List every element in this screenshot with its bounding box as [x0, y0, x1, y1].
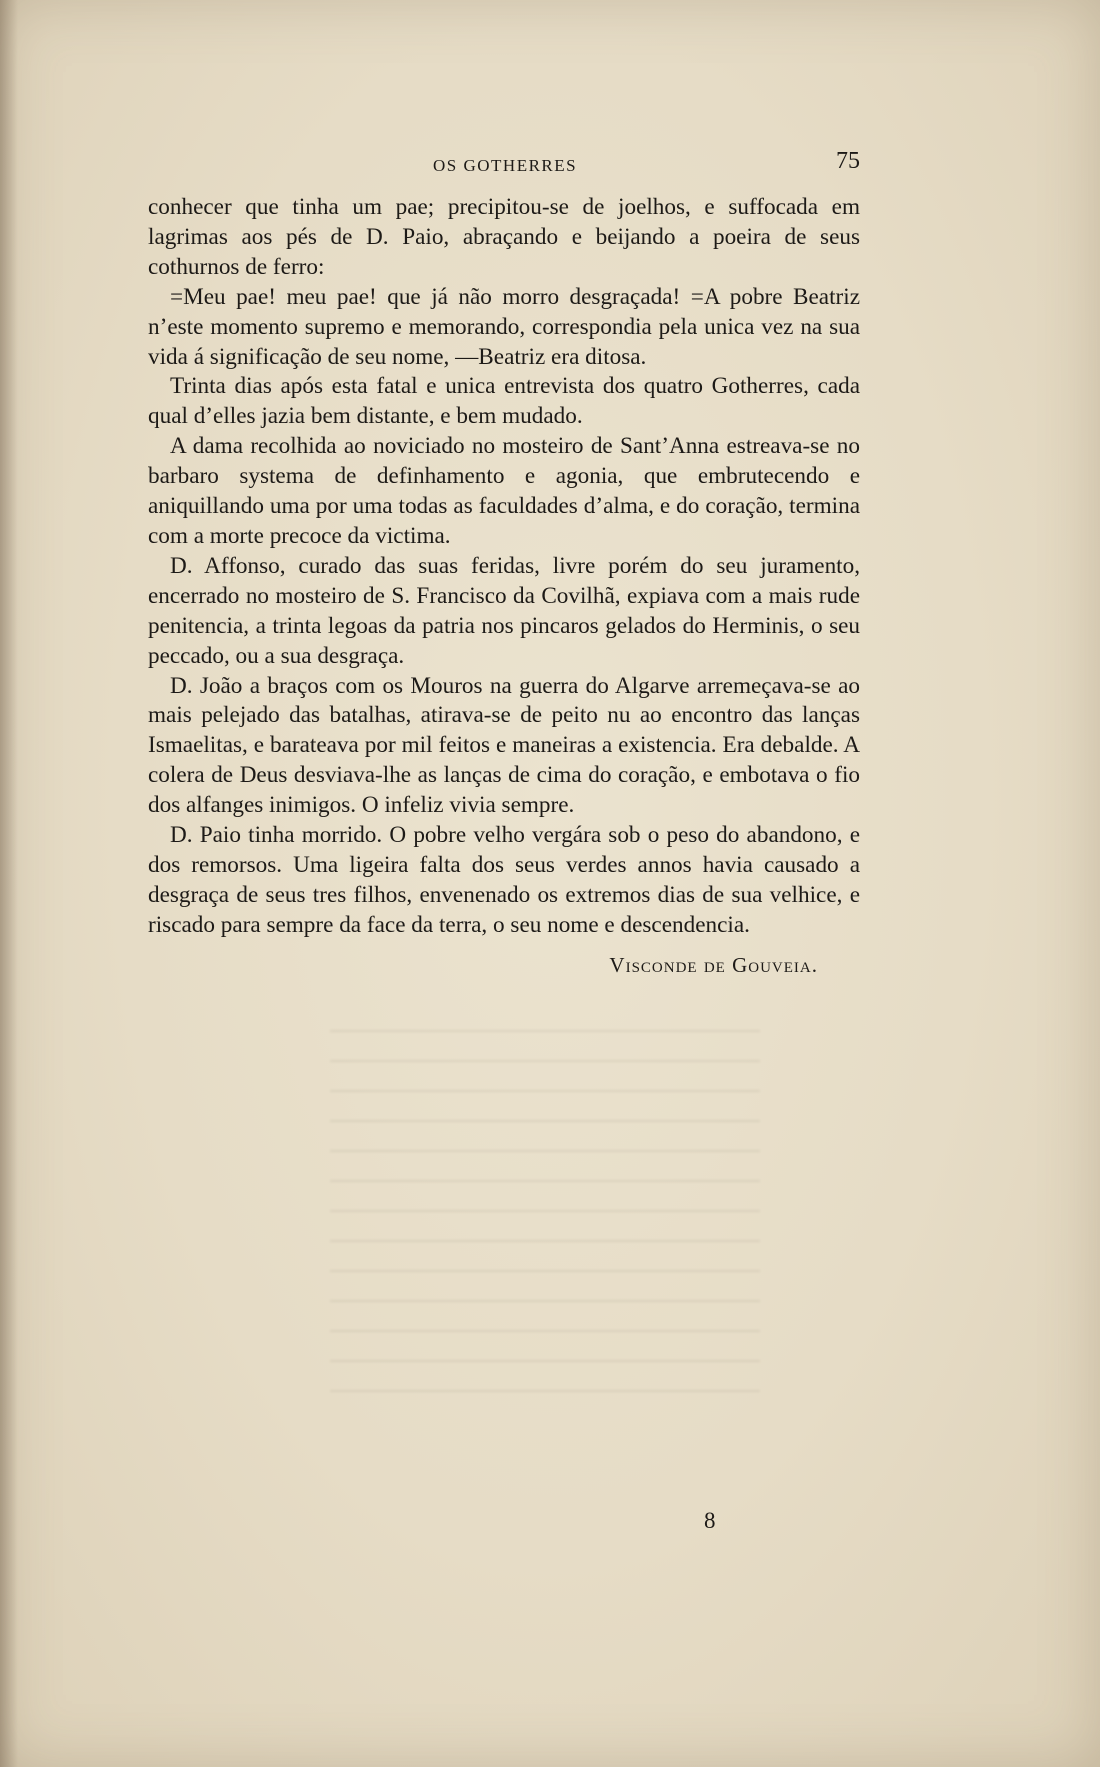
paragraph-1: conhecer que tinha um pae; precipitou-se de joelhos, e suffocada em lagrimas aos pés de D. Paio, abraçando e beijando a poeira de seus cothurnos de ferro:: [148, 194, 860, 280]
reverse-side-bleed-through: [330, 1030, 760, 1400]
paragraph-3: Trinta dias após esta fatal e unica entrevista dos quatro Gotherres, cada qual d’elles jazia bem distante, e bem mudado.: [148, 373, 860, 430]
paragraph-4: A dama recolhida ao noviciado no mosteiro de Sant’Anna estreava-se no barbaro systema de definhamento e agonia, que embrutecendo e aniquillando uma por uma todas as faculdades d’alma, e do coração, termina com a morte precoce da victima.: [148, 433, 860, 549]
page-gutter-shadow: [0, 0, 18, 1767]
author-signature-text: Visconde de Gouveia.: [609, 952, 818, 977]
paragraph-5: D. Affonso, curado das suas feridas, livre porém do seu juramento, encerrado no mosteiro de S. Francisco da Covilhã, expiava com a mais rude penitencia, a trinta legoas da patria nos pincaros gelados do Herminis, o seu peccado, ou a sua desgraça.: [148, 552, 860, 669]
running-header: [148, 148, 860, 182]
paragraph-2: =Meu pae! meu pae! que já não morro desgraçada! =A pobre Beatriz n’este momento supremo e memorando, correspondia pela unica vez na sua vida á significação de seu nome, —Beatriz era ditosa.: [148, 283, 860, 370]
author-signature: [148, 951, 860, 981]
body-text: [148, 193, 860, 981]
running-title: OS GOTHERRES: [433, 156, 578, 175]
page-number: 75: [836, 148, 860, 174]
paragraph-7: D. Paio tinha morrido. O pobre velho vergára sob o peso do abandono, e dos remorsos. Uma ligeira falta dos seus verdes annos havia causado a desgraça de seus tres filhos, envenenado os extremos dias de sua velhice, e riscado para sempre da face da terra, o seu nome e descendencia.: [148, 822, 860, 938]
paragraph-6: D. João a braços com os Mouros na guerra do Algarve arremeçava-se ao mais pelejado das batalhas, atirava-se de peito nu ao encontro das lanças Ismaelitas, e barateava por mil feitos e maneiras a existencia. Era debalde. A colera de Deus desviava-lhe as lanças de cima do coração, e embotava o fio dos alfanges inimigos. O infeliz vivia sempre.: [148, 672, 860, 819]
printer-signature-mark: 8: [704, 1508, 716, 1533]
